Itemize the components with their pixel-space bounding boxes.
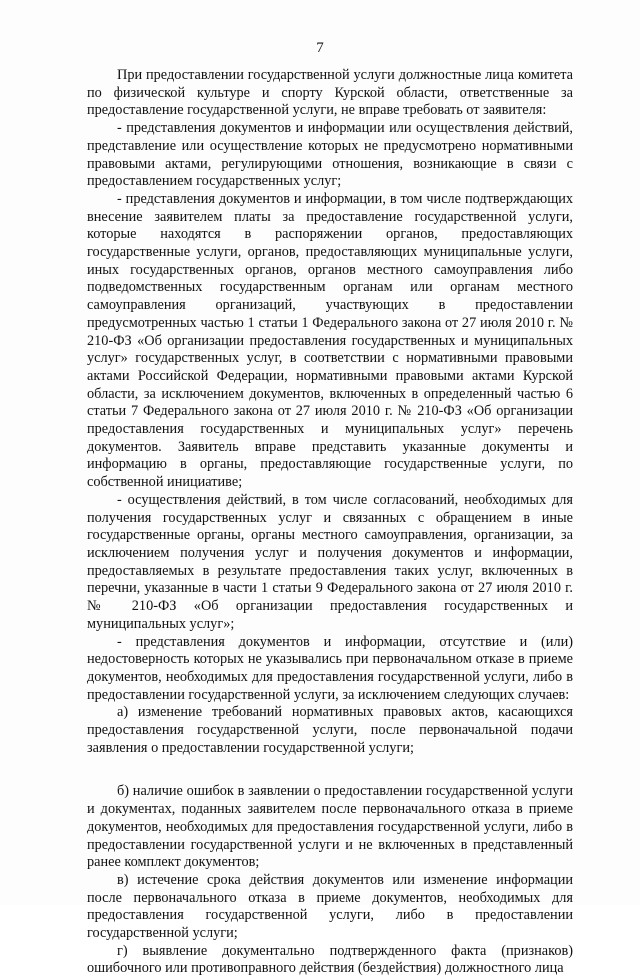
requirement-item-documents: - представления документов и информации, в том числе подтверждающих внесение заявителем платы за предоставление государственной услуги, которые находятся в распоряжении органов, предоставляющих государственные услуги, органов, предоставляющих муниципальные услуги, иных государственных органов, органов местного самоуправления либо подведомственных государственным органам или органам местного самоуправления организаций, участвующих в предоставлении предусмотренных частью 1 статьи 1 Федерального закона от 27 июля 2010 г. № 210-ФЗ «Об организации предоставления государственных и муниципальных услуг» государственных услуг, в соответствии с нормативными правовыми актами Российской Федерации, нормативными правовыми актами Курской области, за исключением документов, включенных в определенный частью 6 статьи 7 Федерального закона от 27 июля 2010 г. № 210-ФЗ «Об организации предоставления государственных и муниципальных услуг» перечень документов. Заявитель вправе представить указанные документы и информацию в органы, предоставляющие государственные услуги, по собственной инициативе; bbox=[87, 190, 573, 491]
intro-paragraph: При предоставлении государственной услуги должностные лица комитета по физической культуре и спорту Курской области, ответственные за предоставление государственной услуги, не вправе требовать от заявителя: bbox=[87, 67, 573, 119]
page-number: 7 bbox=[316, 40, 324, 56]
document-body bbox=[87, 67, 573, 978]
requirement-item-approvals: - осуществления действий, в том числе согласований, необходимых для получения государственных услуг и связанных с обращением в иные государственные органы, органы местного самоуправления, организации, за исключением получения услуг и получения документов и информации, предоставляемых в результате предоставления таких услуг, включенных в перечни, указанные в части 1 статьи 9 Федерального закона от 27 июля 2010 г. № 210-ФЗ «Об организации предоставления государственных и муниципальных услуг»; bbox=[87, 491, 573, 632]
requirement-item-actions: - представления документов и информации или осуществления действий, представление или осуществление которых не предусмотрено нормативными правовыми актами, регулирующими отношения, возникающие в связи с предоставлением государственных услуг; bbox=[87, 120, 573, 190]
exception-item-a: а) изменение требований нормативных правовых актов, касающихся предоставления государственной услуги, после первоначальной подачи заявления о предоставлении государственной услуги; bbox=[87, 704, 573, 756]
requirement-item-missing-info: - представления документов и информации, отсутствие и (или) недостоверность которых не указывались при первоначальном отказе в приеме документов, необходимых для предоставления государственной услуги, либо в предоставлении государственной услуги, за исключением следующих случаев: bbox=[87, 633, 573, 703]
exception-item-g: г) выявление документально подтвержденного факта (признаков) ошибочного или противоправного действия (бездействия) должностного лица bbox=[87, 942, 573, 977]
exception-item-v: в) истечение срока действия документов или изменение информации после первоначального отказа в приеме документов, необходимых для предоставления государственной услуги, либо в предоставлении государственной услуги; bbox=[87, 871, 573, 942]
exception-item-b: б) наличие ошибок в заявлении о предоставлении государственной услуги и документах, поданных заявителем после первоначального отказа в приеме документов, необходимых для предоставления государственной услуги, либо в предоставлении государственной услуги и не включенных в представленный ранее комплект документов; bbox=[87, 783, 573, 871]
